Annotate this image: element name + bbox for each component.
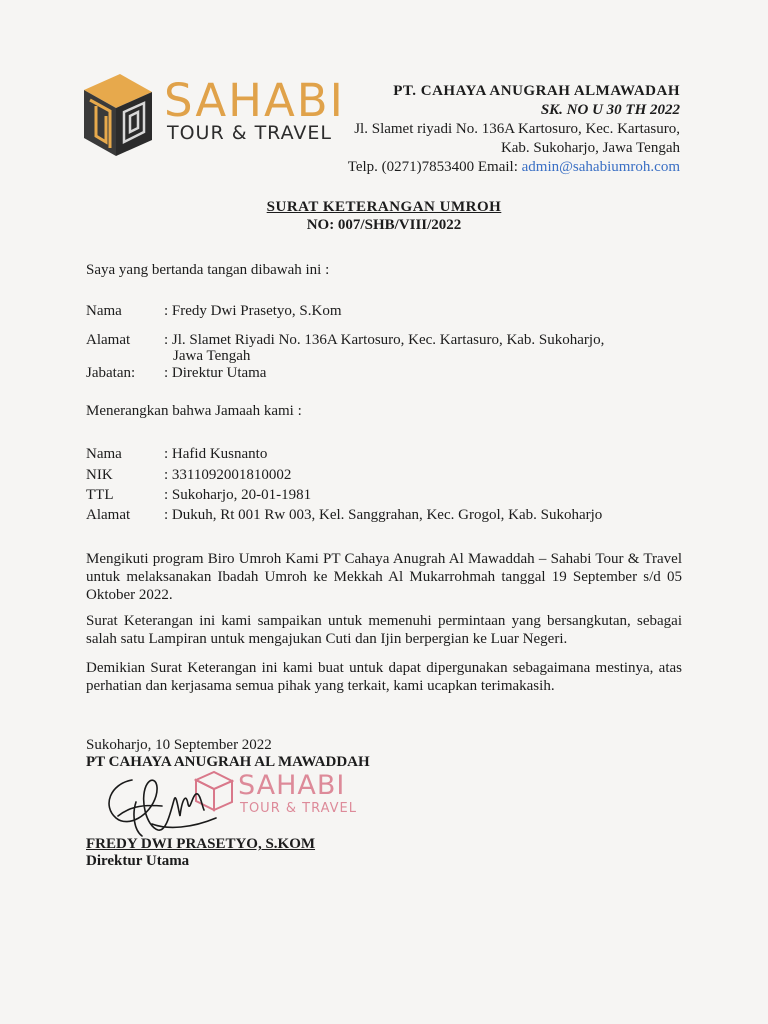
signer-address-value-1: : Jl. Slamet Riyadi No. 136A Kartosuro, Kec. Kartasuro, Kab. Sukoharjo, — [164, 332, 605, 348]
paragraph-program: Mengikuti program Biro Umroh Kami PT Cahaya Anugrah Al Mawaddah – Sahabi Tour & Travel untuk melaksanakan Ibadah Umroh ke Mekkah Al Mukarrohmah tanggal 19 September s/d 05 Oktober 2022. — [86, 551, 682, 603]
company-name: PT. CAHAYA ANUGRAH ALMAWADAH — [393, 83, 680, 99]
signer-name-label: Nama — [86, 303, 122, 319]
sk-number: SK. NO U 30 TH 2022 — [540, 102, 680, 118]
address-line-2: Kab. Sukoharjo, Jawa Tengah — [500, 140, 680, 156]
letter-number: NO: 007/SHB/VIII/2022 — [306, 217, 462, 233]
phone-label: Telp. (0271)7853400 Email: — [347, 159, 522, 175]
pilgrim-name-label: Nama — [86, 446, 122, 462]
statement-text: Menerangkan bahwa Jamaah kami : — [86, 403, 302, 419]
pilgrim-nik-label: NIK — [86, 467, 113, 483]
pilgrim-address-value: : Dukuh, Rt 001 Rw 003, Kel. Sanggrahan, Kec. Grogol, Kab. Sukoharjo — [164, 507, 603, 523]
email-link[interactable]: admin@sahabiumroh.com — [521, 159, 680, 175]
pilgrim-nik-value: : 3311092001810002 — [164, 467, 292, 483]
letter-heading: SURAT KETERANGAN UMROH — [266, 199, 502, 215]
paragraph-purpose: Surat Keterangan ini kami sampaikan untuk memenuhi permintaan yang bersangkutan, sebagai salah satu Lampiran untuk mengajukan Cuti dan Ijin berpergian ke Luar Negeri. — [86, 613, 682, 647]
signer-address-value-2: Jawa Tengah — [173, 348, 251, 364]
pilgrim-ttl-label: TTL — [86, 487, 114, 503]
signer-name: FREDY DWI PRASETYO, S.KOM — [86, 836, 316, 852]
brand-name: SAHABI — [164, 74, 345, 127]
signer-role: Direktur Utama — [86, 853, 190, 869]
signer-position-value: : Direktur Utama — [164, 365, 267, 381]
intro-text: Saya yang bertanda tangan dibawah ini : — [86, 262, 330, 278]
brand-tagline: TOUR & TRAVEL — [167, 122, 332, 144]
pilgrim-name-value: : Hafid Kusnanto — [164, 446, 268, 462]
sahabi-logo-icon — [80, 70, 156, 160]
pilgrim-address-label: Alamat — [86, 507, 131, 523]
letter-title — [0, 198, 768, 234]
paragraph-closing: Demikian Surat Keterangan ini kami buat untuk dapat dipergunakan sebagaimana mestinya, atas perhatian dan kerjasama semua pihak yang terkait, kami ucapkan terimakasih. — [86, 660, 682, 694]
stamp-tagline: TOUR & TRAVEL — [240, 801, 357, 816]
pilgrim-ttl-value: : Sukoharjo, 20-01-1981 — [164, 487, 312, 503]
signer-address-label: Alamat — [86, 332, 131, 348]
closing-company: PT CAHAYA ANUGRAH AL MAWADDAH — [86, 754, 370, 770]
company-info — [348, 82, 680, 177]
contact-line — [348, 158, 680, 177]
address-line-1: Jl. Slamet riyadi No. 136A Kartosuro, Kec. Kartasuro, — [354, 121, 680, 137]
signer-name-value: : Fredy Dwi Prasetyo, S.Kom — [164, 303, 342, 319]
place-date: Sukoharjo, 10 September 2022 — [86, 737, 272, 753]
signer-position-label: Jabatan: — [86, 365, 136, 381]
stamp-brand: SAHABI — [238, 770, 346, 801]
